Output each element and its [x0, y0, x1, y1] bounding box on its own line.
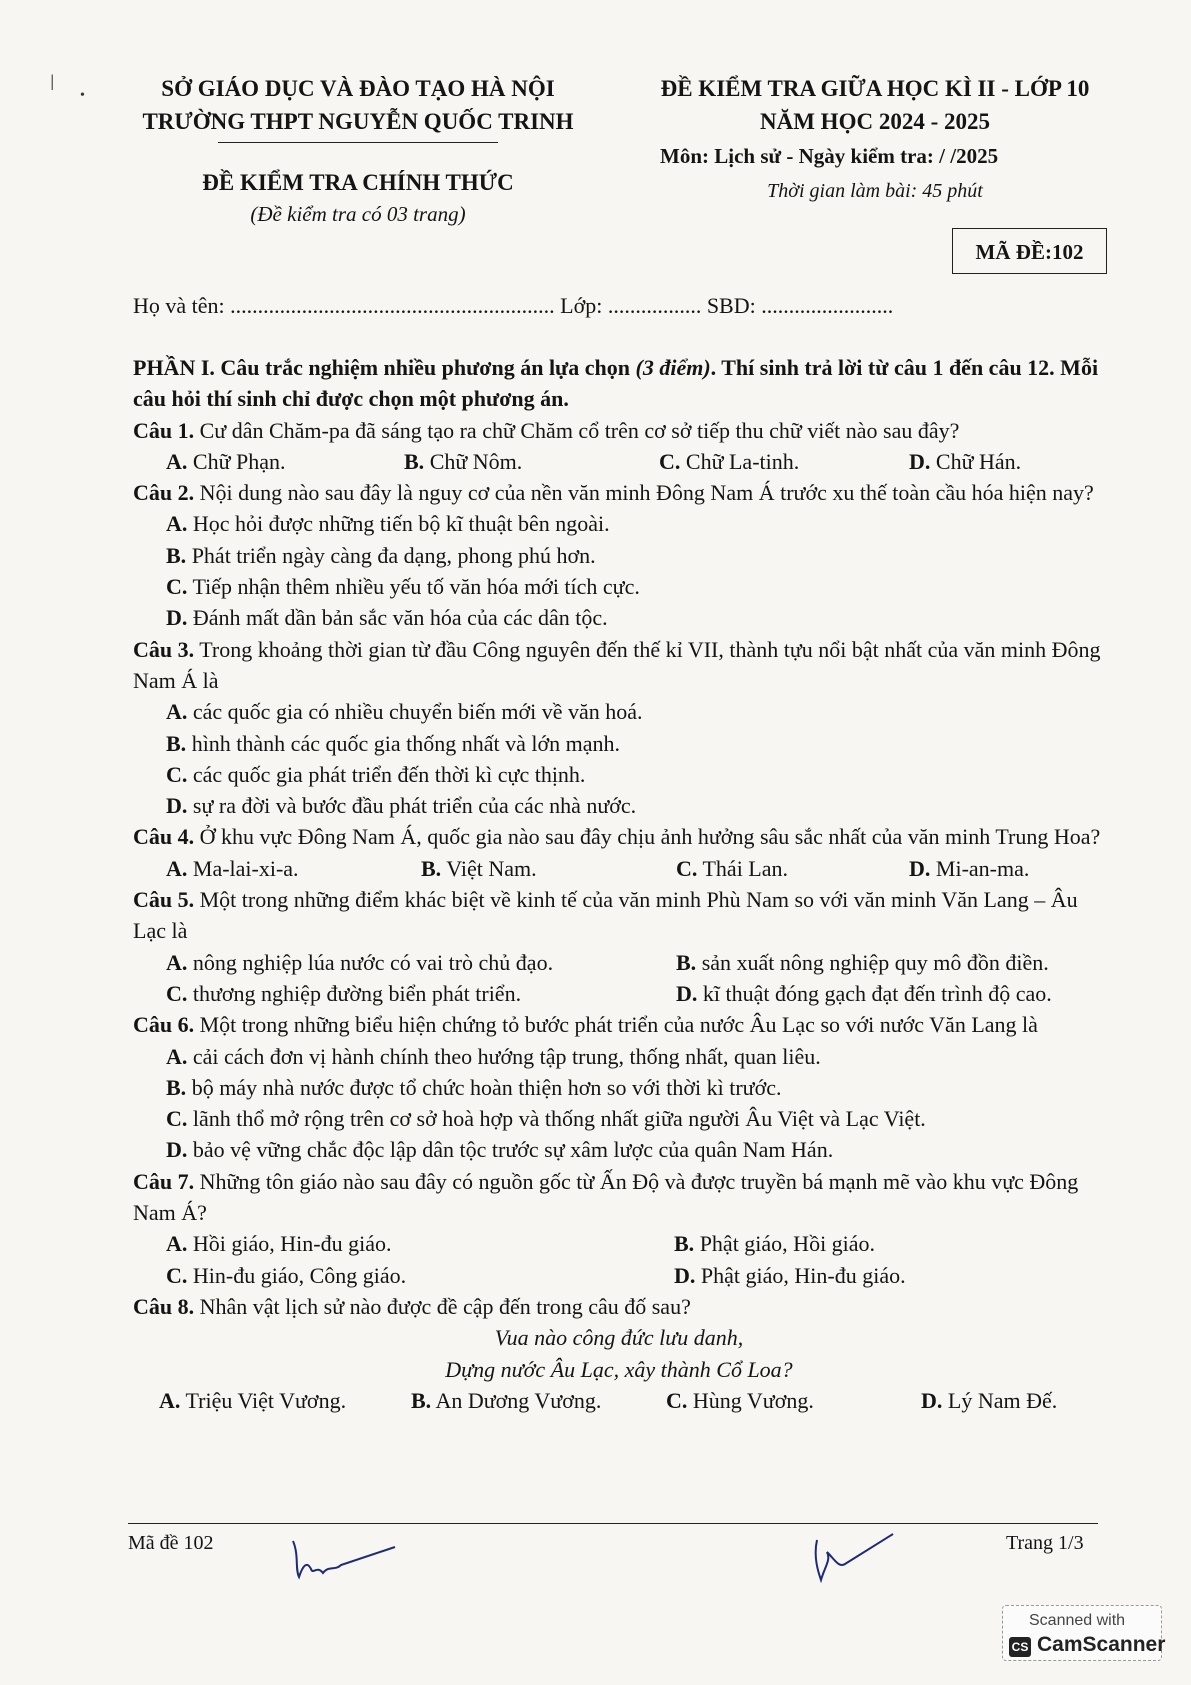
option: C. các quốc gia phát triển đến thời kì cực thịnh. — [166, 761, 586, 787]
option: A. cải cách đơn vị hành chính theo hướng tập trung, thống nhất, quan liêu. — [166, 1043, 821, 1069]
footer-divider — [128, 1523, 1098, 1524]
school-year: NĂM HỌC 2024 - 2025 — [760, 109, 990, 134]
department-name: SỞ GIÁO DỤC VÀ ĐÀO TẠO HÀ NỘI — [161, 76, 555, 101]
option: D. Mi-an-ma. — [909, 855, 1030, 881]
question-8: Câu 8. Nhân vật lịch sử nào được đề cập đến trong câu đố sau? — [133, 1293, 691, 1319]
question-7-options-ab — [133, 1228, 1105, 1259]
option: D. Đánh mất dần bản sắc văn hóa của các dân tộc. — [166, 605, 608, 631]
option: A. Triệu Việt Vương. — [159, 1387, 347, 1413]
scan-mark: ǀ — [50, 70, 55, 95]
page-count-note: (Đề kiểm tra có 03 trang) — [250, 202, 466, 226]
question-7-options-cd — [133, 1260, 1105, 1291]
question-5-options-cd — [133, 978, 1105, 1009]
option: B. An Dương Vương. — [411, 1387, 602, 1413]
exam-duration: Thời gian làm bài: 45 phút — [767, 180, 983, 202]
camscanner-logo-icon: CS — [1009, 1637, 1031, 1657]
camscanner-watermark — [1002, 1605, 1166, 1661]
question-4-options — [133, 853, 1105, 884]
option: C. lãnh thổ mở rộng trên cơ sở hoà hợp và thống nhất giữa người Âu Việt và Lạc Việt. — [166, 1106, 926, 1132]
option: B. sản xuất nông nghiệp quy mô đồn điền. — [676, 949, 1049, 975]
subject-date: Môn: Lịch sử - Ngày kiểm tra: / /2025 — [660, 144, 999, 168]
exam-content — [133, 352, 1105, 1416]
option: D. sự ra đời và bước đầu phát triển của các nhà nước. — [166, 793, 637, 819]
student-info-line: Họ và tên: ........................................................... Lớp: ................. SBD: ........................ — [133, 293, 894, 318]
option: C. thương nghiệp đường biển phát triển. — [166, 980, 522, 1006]
question-7: Câu 7. Những tôn giáo nào sau đây có nguồn gốc từ Ấn Độ và được truyền bá mạnh mẽ vào khu vực Đông Nam Á? — [133, 1168, 1079, 1226]
signature-2 — [805, 1530, 900, 1585]
option: C. Hùng Vương. — [666, 1387, 814, 1413]
question-6: Câu 6. Một trong những biểu hiện chứng tỏ bước phát triển của nước Âu Lạc so với nước Văn Lang là — [133, 1012, 1038, 1038]
option: A. Hồi giáo, Hin-đu giáo. — [166, 1231, 392, 1257]
question-5: Câu 5. Một trong những điểm khác biệt về kinh tế của văn minh Phù Nam so với văn minh Văn Lang – Âu Lạc là — [133, 887, 1078, 944]
question-2: Câu 2. Nội dung nào sau đây là nguy cơ của nền văn minh Đông Nam Á trước xu thế toàn cầu hóa hiện nay? — [133, 480, 1094, 506]
exam-title: ĐỀ KIỂM TRA GIỮA HỌC KÌ II - LỚP 10 — [660, 76, 1090, 101]
option: B. Phật giáo, Hồi giáo. — [674, 1231, 876, 1257]
signature-1 — [285, 1535, 405, 1585]
question-5-options-ab — [133, 947, 1105, 978]
option: B. Việt Nam. — [421, 855, 537, 881]
option: C. Chữ La-tinh. — [659, 448, 800, 474]
question-3: Câu 3. Trong khoảng thời gian từ đầu Công nguyên đến thế kỉ VII, thành tựu nổi bật nhất của văn minh Đông Nam Á là — [133, 636, 1101, 693]
question-1: Câu 1. Cư dân Chăm-pa đã sáng tạo ra chữ Chăm cổ trên cơ sở tiếp thu chữ viết nào sau đây? — [133, 417, 960, 443]
option: B. Chữ Nôm. — [404, 448, 523, 474]
page-number: Trang 1/3 — [1006, 1532, 1084, 1554]
option: D. kĩ thuật đóng gạch đạt đến trình độ cao. — [676, 980, 1052, 1006]
riddle-line-2: Dựng nước Âu Lạc, xây thành Cổ Loa? — [445, 1356, 793, 1382]
option: B. Phát triển ngày càng đa dạng, phong phú hơn. — [166, 542, 596, 568]
watermark-line-2: CamScanner — [1037, 1633, 1166, 1656]
official-exam-label: ĐỀ KIỂM TRA CHÍNH THỨC — [202, 170, 514, 195]
option: C. Tiếp nhận thêm nhiều yếu tố văn hóa mới tích cực. — [166, 574, 640, 600]
scan-mark: • — [80, 88, 85, 103]
footer-exam-code: Mã đề 102 — [128, 1532, 214, 1554]
school-header — [128, 72, 588, 143]
option: A. Chữ Phạn. — [166, 448, 286, 474]
exam-code-box: MÃ ĐỀ:102 — [952, 228, 1107, 274]
question-8-options — [133, 1385, 1105, 1416]
option: A. nông nghiệp lúa nước có vai trò chủ đạo. — [166, 949, 554, 975]
option: A. Ma-lai-xi-a. — [166, 855, 299, 881]
riddle-line-1: Vua nào công đức lưu danh, — [494, 1325, 744, 1351]
option: B. bộ máy nhà nước được tổ chức hoàn thiện hơn so với thời kì trước. — [166, 1074, 782, 1100]
option: D. bảo vệ vững chắc độc lập dân tộc trước sự xâm lược của quân Nam Hán. — [166, 1137, 834, 1163]
option: A. các quốc gia có nhiều chuyển biến mới về văn hoá. — [166, 699, 643, 725]
watermark-line-1: Scanned with — [1029, 1612, 1126, 1629]
part1-heading: PHẦN I. Câu trắc nghiệm nhiều phương án lựa chọn (3 điểm). Thí sinh trả lời từ câu 1 đến câu 12. Mỗi câu hỏi thí sinh chỉ được chọn một phương án. — [133, 355, 1099, 412]
option: C. Thái Lan. — [676, 855, 789, 881]
option: B. hình thành các quốc gia thống nhất và lớn mạnh. — [166, 730, 620, 756]
question-4: Câu 4. Ở khu vực Đông Nam Á, quốc gia nào sau đây chịu ảnh hưởng sâu sắc nhất của văn minh Trung Hoa? — [133, 824, 1101, 850]
option: D. Chữ Hán. — [909, 448, 1022, 474]
header-divider — [218, 142, 498, 143]
part1-points: (3 điểm) — [635, 355, 711, 380]
option: D. Phật giáo, Hin-đu giáo. — [674, 1262, 906, 1288]
school-name: TRƯỜNG THPT NGUYỄN QUỐC TRINH — [142, 109, 574, 134]
question-1-options — [133, 446, 1105, 477]
option: D. Lý Nam Đế. — [921, 1387, 1058, 1413]
option: C. Hin-đu giáo, Công giáo. — [166, 1262, 407, 1288]
option: A. Học hỏi được những tiến bộ kĩ thuật bên ngoài. — [166, 511, 610, 537]
exam-header — [640, 72, 1110, 208]
